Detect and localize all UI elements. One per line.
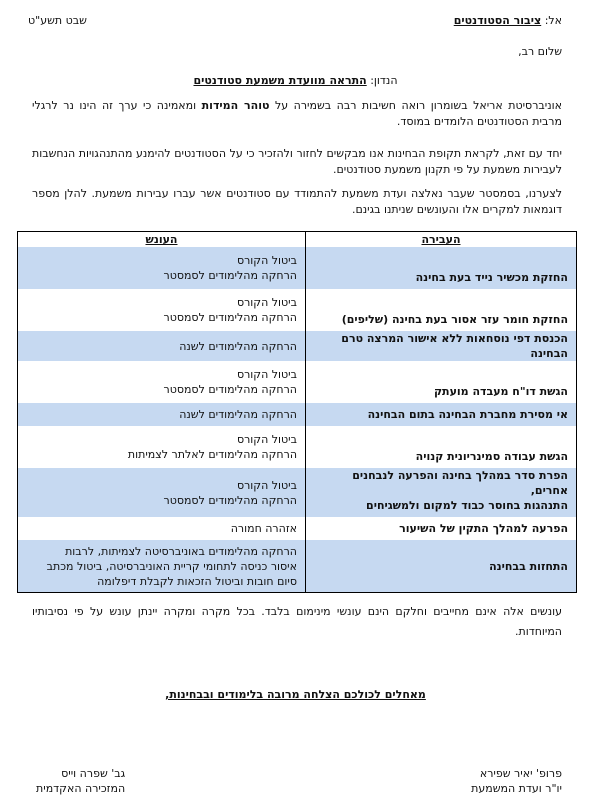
- penalty-text: הרחקה מהלימודים לשנה: [179, 339, 297, 353]
- offense-cell: [306, 361, 577, 403]
- header-penalty: העונש: [145, 233, 178, 246]
- offense-cell: [306, 468, 577, 517]
- penalty-cell: [18, 403, 306, 426]
- penalty-text: הרחקה מהלימודים לסמסטר: [163, 383, 297, 396]
- penalty-text: הרחקה מהלימודים באוניברסיטה לצמיתות, לרבות: [65, 544, 297, 558]
- table-body: [18, 247, 577, 593]
- table-row: [18, 289, 577, 331]
- penalty-text: ביטול הקורס: [236, 254, 297, 267]
- recipient-value: ציבור הסטודנטים: [453, 14, 542, 27]
- table-row: [18, 468, 577, 517]
- table-row: [18, 426, 577, 468]
- penalty-cell: [18, 361, 306, 403]
- offense-text: הגשת עבודה סמינריונית קנויה: [415, 450, 568, 463]
- offense-cell: [306, 540, 577, 593]
- signature-secretary: [36, 766, 125, 796]
- paragraph-integrity: [32, 98, 562, 130]
- offense-cell: [306, 331, 577, 361]
- offense-text: אי מסירת מחברת הבחינה בתום הבחינה: [367, 408, 568, 421]
- table-header-row: [18, 232, 577, 248]
- table-row: [18, 331, 577, 361]
- offense-text: התנהגות בחוסר כבוד למקום ולמשגיחים: [366, 499, 568, 512]
- penalty-cell: [18, 468, 306, 517]
- paragraph-exams: יחד עם זאת, לקראת תקופת הבחינות אנו מבקשים לחזור ולהזכיר כי על הסטודנטים להימנע מהתנהגויות הנחשבות לעבירות משמעת על פי תקנון משמעת סטודנטים.: [32, 147, 562, 176]
- footnote: עונשים אלה אינם מחייבים וחלקם הינם עונשי מינימום בלבד. בכל מקרה ומקרה יינתן עונש על פי נסיבותיו המיוחדות.: [32, 605, 562, 638]
- offense-cell: [306, 426, 577, 468]
- table-row: [18, 361, 577, 403]
- penalty-text: הרחקה מהלימודים לסמסטר: [163, 493, 297, 507]
- greeting: שלום רב,: [518, 45, 562, 58]
- offense-text: הפרת סדר במהלך בחינה והפרעה לנבחנים אחרים,: [352, 469, 568, 497]
- penalty-cell: [18, 247, 306, 289]
- penalty-text: ביטול הקורס: [236, 296, 297, 309]
- table-row: [18, 403, 577, 426]
- offense-text: הגשת דו"ח מעבדה מועתק: [433, 385, 568, 398]
- offense-text: הפרעה למהלך התקין של השיעור: [399, 522, 568, 535]
- signature-title: יו"ר ועדת המשמעת: [471, 782, 562, 795]
- penalty-cell: [18, 331, 306, 361]
- penalty-cell: [18, 540, 306, 593]
- header-offense: העבירה: [306, 232, 577, 248]
- penalty-cell: [18, 289, 306, 331]
- offense-cell: [306, 517, 577, 540]
- offense-cell: [306, 247, 577, 289]
- penalty-text: איסור כניסה לתחומי קריית האוניברסיטה, ביטול מכתב: [46, 559, 297, 573]
- signature-name: פרופ' יאיר שפירא: [479, 767, 562, 780]
- penalty-cell: [18, 426, 306, 468]
- signature-chair: [471, 766, 562, 796]
- recipient-line: [454, 14, 562, 27]
- offense-text: החזקת מכשיר נייד בעת בחינה: [415, 271, 568, 284]
- penalty-text: ביטול הקורס: [236, 433, 297, 446]
- offense-cell: [306, 403, 577, 426]
- subject-label: הנדון:: [370, 74, 398, 87]
- recipient-label: אל:: [544, 14, 562, 27]
- penalty-text: הרחקה מהלימודים לסמסטר: [163, 311, 297, 324]
- penalty-text: ביטול הקורס: [236, 368, 297, 381]
- offense-text: החזקת חומר עזר אסור בעת בחינה (שליפים): [341, 313, 568, 326]
- offenses-table: [17, 231, 577, 593]
- paragraph-text: ומאמינה כי ערך זה הינו נר לרגלי מרבית הסטודנטים הלומדים במוסד.: [32, 99, 562, 128]
- closing-line: מאחלים לכולכם הצלחה מרובה בלימודים ובבחינות,: [165, 688, 426, 701]
- paragraph-examples: לצערנו, בסמסטר שעבר נאלצה ועדת משמעת להתמודד עם סטודנטים אשר עברו עבירות משמעת. להלן מספר דוגמאות למקרים אלו והעונשים שניתנו בגינם.: [32, 187, 562, 216]
- penalty-cell: [18, 517, 306, 540]
- penalty-text: אזהרה חמורה: [230, 522, 297, 535]
- offense-text: התחזות בבחינה: [489, 559, 568, 573]
- penalty-text: ביטול הקורס: [236, 478, 297, 492]
- penalty-text: הרחקה מהלימודים לאלתר לצמיתות: [127, 448, 297, 461]
- signature-title: המזכירה האקדמית: [36, 782, 126, 795]
- letter-date: שבט תשע"ט: [28, 14, 87, 27]
- penalty-text: הרחקה מהלימודים לשנה: [179, 408, 297, 421]
- offense-text: הכנסת דפי נוסחאות ללא אישור המרצה טרם הבחינה: [341, 332, 568, 360]
- subject-line: [0, 74, 591, 87]
- offense-cell: [306, 289, 577, 331]
- paragraph-text: אוניברסיטת אריאל בשומרון רואה חשיבות רבה בשמירה על: [269, 99, 562, 112]
- signature-name: גב' שפרה וייס: [61, 767, 126, 780]
- penalty-text: הרחקה מהלימודים לסמסטר: [163, 269, 297, 282]
- paragraph-emphasis: טוהר המידות: [201, 99, 270, 112]
- penalty-text: סיום חובות וביטול הזכאות לקבלת דיפלומה: [97, 574, 297, 588]
- subject-value: התראה מוועדת משמעת סטודנטים: [193, 74, 367, 87]
- table-row: [18, 247, 577, 289]
- table-row: [18, 540, 577, 593]
- table-row: [18, 517, 577, 540]
